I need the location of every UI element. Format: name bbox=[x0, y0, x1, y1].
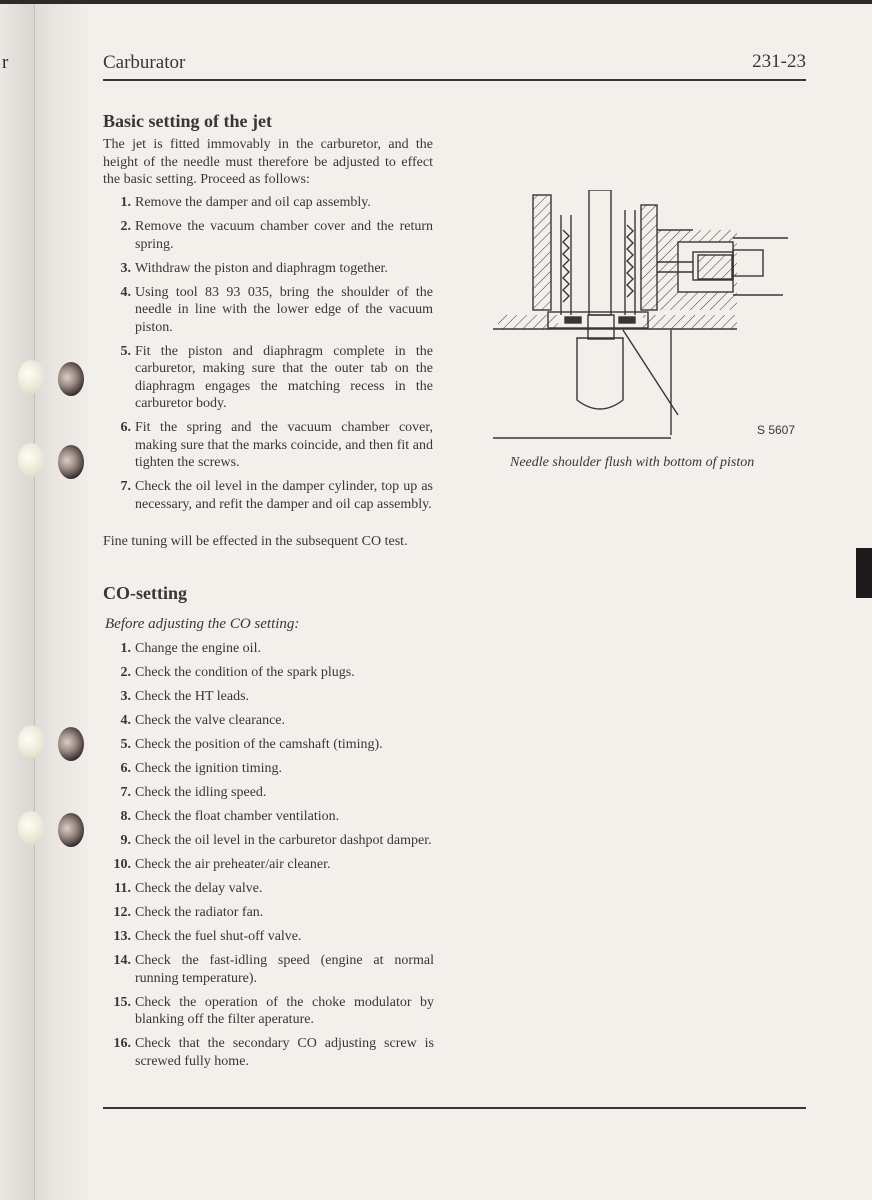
list-item bbox=[103, 808, 434, 826]
step-text: Check the fast-idling speed (engine at normal running temperature). bbox=[135, 953, 434, 986]
step-number: 12. bbox=[113, 905, 131, 920]
basic-setting-heading: Basic setting of the jet bbox=[103, 111, 272, 131]
binder-hole bbox=[58, 445, 84, 479]
step-number: 15. bbox=[113, 994, 131, 1010]
step-text: Withdraw the piston and diaphragm together. bbox=[135, 260, 388, 276]
binder-hole bbox=[18, 811, 44, 845]
step-number: 8. bbox=[120, 809, 131, 824]
step-text: Using tool 83 93 035, bring the shoulder of the needle in line with the lower edge of the vacuum piston. bbox=[135, 284, 433, 335]
list-item bbox=[103, 736, 434, 754]
step-text: Check the idling speed. bbox=[135, 785, 267, 800]
page-header bbox=[103, 51, 806, 81]
step-number: 6. bbox=[120, 761, 131, 776]
page-number: 231-23 bbox=[752, 51, 806, 72]
section-index-tab bbox=[856, 548, 872, 598]
binder-hole bbox=[58, 813, 84, 847]
step-number: 13. bbox=[113, 929, 131, 944]
list-item bbox=[103, 1035, 434, 1070]
step-text: Change the engine oil. bbox=[135, 641, 261, 656]
list-item bbox=[103, 664, 434, 682]
step-text: Check the fuel shut-off valve. bbox=[135, 929, 302, 944]
step-text: Check the oil level in the carburetor dashpot damper. bbox=[135, 833, 432, 848]
step-text: Remove the damper and oil cap assembly. bbox=[135, 195, 371, 210]
step-number: 14. bbox=[113, 953, 131, 968]
step-number: 2. bbox=[120, 665, 131, 680]
needle-piston-diagram bbox=[493, 190, 796, 440]
list-item bbox=[103, 688, 434, 706]
step-number: 10. bbox=[113, 857, 131, 872]
step-number: 1. bbox=[120, 641, 131, 656]
step-text: Check the condition of the spark plugs. bbox=[135, 665, 355, 680]
step-number: 6. bbox=[120, 420, 131, 435]
page-title: Carburator bbox=[103, 52, 186, 73]
step-number: 2. bbox=[120, 219, 131, 234]
step-number: 3. bbox=[120, 260, 131, 276]
binder-hole bbox=[58, 362, 84, 396]
list-item bbox=[103, 784, 434, 802]
list-item bbox=[103, 856, 434, 874]
basic-setting-intro: The jet is fitted immovably in the carburetor, and the height of the needle must therefore be adjusted to effect the basic setting. Proceed as follows: bbox=[103, 137, 433, 187]
step-number: 5. bbox=[120, 737, 131, 752]
step-text: Remove the vacuum chamber cover and the return spring. bbox=[135, 219, 433, 252]
step-text: Check the ignition timing. bbox=[135, 761, 282, 776]
basic-setting-closing: Fine tuning will be effected in the subsequent CO test. bbox=[103, 534, 408, 549]
co-setting-subheading: Before adjusting the CO setting: bbox=[105, 616, 300, 632]
binder-hole bbox=[18, 360, 44, 394]
footer-rule bbox=[103, 1107, 806, 1109]
co-setting-heading: CO-setting bbox=[103, 583, 187, 603]
step-text: Check that the secondary CO adjusting screw is screwed fully home. bbox=[135, 1036, 434, 1069]
step-text: Check the oil level in the damper cylinder, top up as necessary, and refit the damper and oil cap assembly. bbox=[135, 479, 433, 512]
figure-caption: Needle shoulder flush with bottom of piston bbox=[510, 455, 755, 470]
step-text: Check the HT leads. bbox=[135, 689, 250, 704]
list-item bbox=[103, 928, 434, 946]
list-item bbox=[103, 880, 434, 898]
step-text: Check the position of the camshaft (timing). bbox=[135, 737, 383, 752]
co-setting-steps bbox=[103, 640, 434, 1077]
step-number: 5. bbox=[120, 343, 131, 359]
step-text: Check the float chamber ventilation. bbox=[135, 809, 340, 824]
step-number: 7. bbox=[120, 785, 131, 800]
step-text: Check the air preheater/air cleaner. bbox=[135, 857, 331, 872]
list-item bbox=[103, 419, 433, 472]
list-item bbox=[103, 218, 433, 253]
list-item bbox=[103, 260, 433, 278]
step-number: 1. bbox=[120, 195, 131, 210]
binder-hole bbox=[18, 725, 44, 759]
list-item bbox=[103, 478, 433, 513]
step-text: Check the operation of the choke modulator by blanking off the filter aperature. bbox=[135, 994, 434, 1027]
list-item bbox=[103, 712, 434, 730]
step-number: 16. bbox=[113, 1036, 131, 1051]
figure-code: S 5607 bbox=[757, 423, 796, 437]
step-number: 7. bbox=[120, 479, 131, 494]
step-number: 11. bbox=[114, 881, 131, 896]
list-item bbox=[103, 952, 434, 987]
list-item bbox=[103, 343, 433, 413]
list-item bbox=[103, 994, 434, 1029]
step-text: Check the valve clearance. bbox=[135, 713, 286, 728]
step-text: Check the delay valve. bbox=[135, 881, 263, 896]
step-text: Check the radiator fan. bbox=[135, 905, 264, 920]
binder-hole bbox=[18, 443, 44, 477]
previous-page-fragment: r bbox=[2, 52, 9, 73]
step-number: 3. bbox=[120, 689, 131, 704]
step-number: 9. bbox=[120, 833, 131, 848]
list-item bbox=[103, 760, 434, 778]
list-item bbox=[103, 832, 434, 850]
basic-setting-steps bbox=[103, 194, 433, 520]
step-text: Fit the piston and diaphragm complete in the carburetor, making sure that the outer tab on the diaphragm engages the matching recess in the carburetor body. bbox=[135, 343, 433, 411]
list-item bbox=[103, 904, 434, 922]
list-item bbox=[103, 284, 433, 337]
step-number: 4. bbox=[120, 713, 131, 728]
step-number: 4. bbox=[120, 284, 131, 300]
previous-page-edge bbox=[0, 4, 35, 1200]
list-item bbox=[103, 194, 433, 212]
step-text: Fit the spring and the vacuum chamber cover, making sure that the marks coincide, and then fit and tighten the screws. bbox=[135, 420, 433, 470]
list-item bbox=[103, 640, 434, 658]
binder-hole bbox=[58, 727, 84, 761]
